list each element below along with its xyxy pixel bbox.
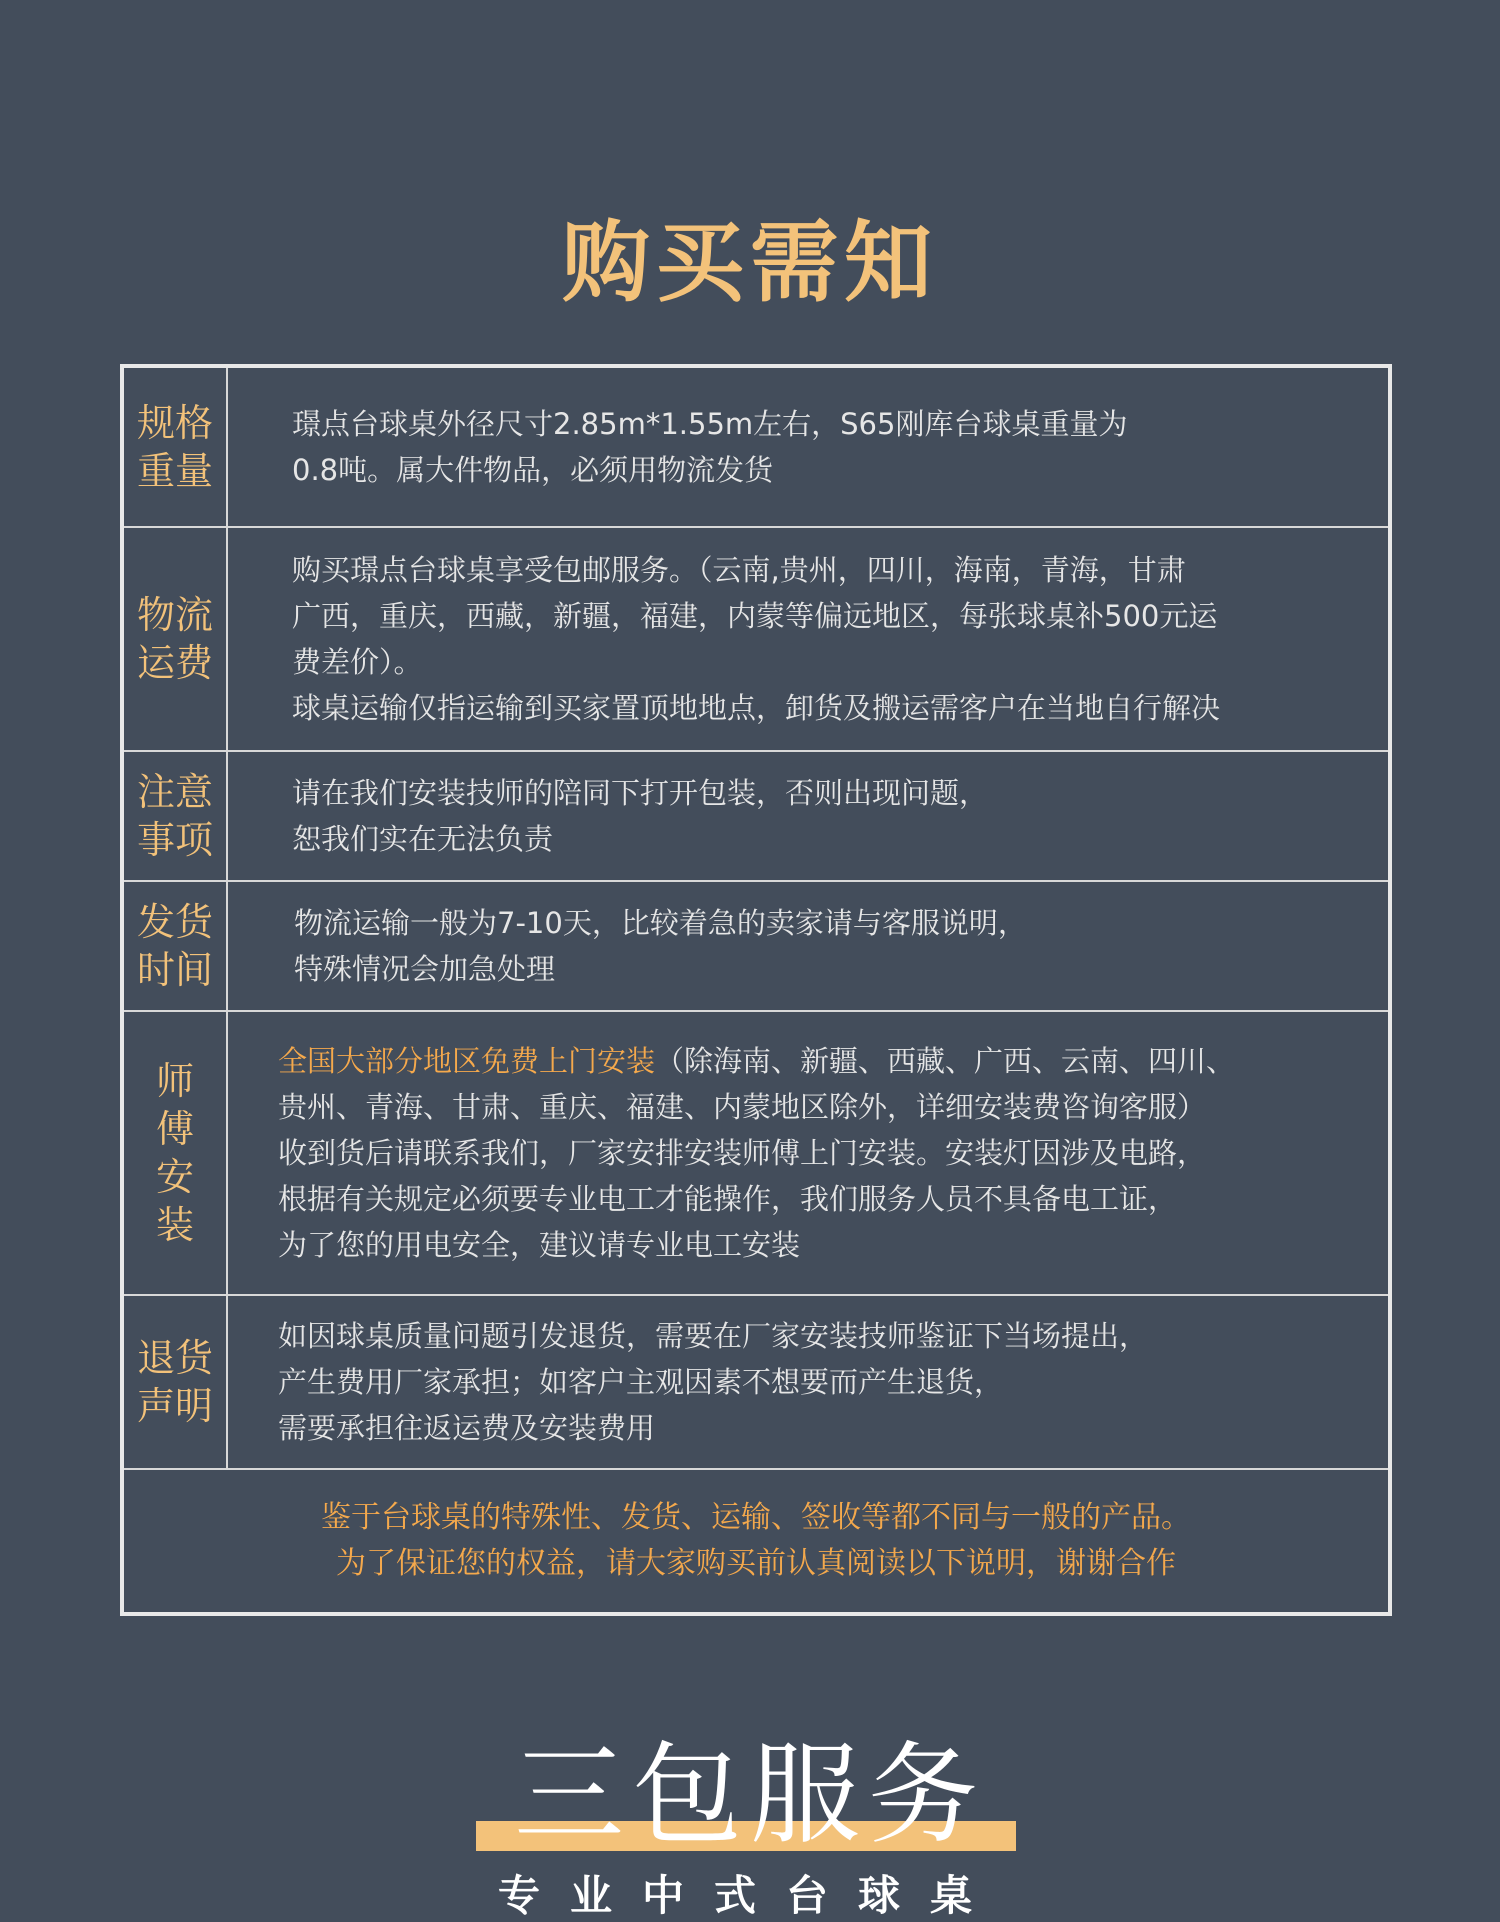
content-line: 收到货后请联系我们，厂家安排安装师傅上门安装。安装灯因涉及电路， — [278, 1136, 1207, 1170]
notice-table — [120, 364, 1392, 1616]
row-label: 退货声明 — [136, 1336, 213, 1428]
content-cell — [228, 368, 1388, 526]
content-line: 为了您的用电安全，建议请专业电工安装 — [278, 1228, 801, 1262]
content-line: 特殊情况会加急处理 — [294, 952, 556, 986]
label-cell — [124, 752, 228, 880]
content-line: 如因球桌质量问题引发退货，需要在厂家安装技师鉴证下当场提出， — [278, 1319, 1149, 1353]
label-cell — [124, 528, 228, 750]
content-line: 球桌运输仅指运输到买家置顶地地点，卸货及搬运需客户在当地自行解决 — [292, 691, 1221, 725]
section-title: 三包服务 — [514, 1731, 986, 1859]
content-cell — [228, 1296, 1388, 1468]
label-cell — [124, 1296, 228, 1468]
content-line: 物流运输一般为7-10天，比较着急的卖家请与客服说明， — [294, 906, 1027, 940]
row-delivery-time — [124, 882, 1388, 1012]
content-line: 广西，重庆，西藏，新疆，福建，内蒙等偏远地区，每张球桌补500元运 — [292, 599, 1218, 633]
content-line: 请在我们安装技师的陪同下打开包装，否则出现问题， — [292, 776, 989, 810]
content-line-text: （除海南、新疆、西藏、广西、云南、四川、 — [655, 1044, 1236, 1078]
row-label: 物流运费 — [136, 593, 213, 685]
content-cell — [228, 882, 1388, 1010]
row-label: 规格重量 — [136, 401, 213, 493]
content-line: 产生费用厂家承担；如客户主观因素不想要而产生退货， — [278, 1365, 1004, 1399]
row-installation — [124, 1012, 1388, 1296]
row-returns — [124, 1296, 1388, 1470]
section-subtitle: 专业中式台球桌 — [497, 1871, 1002, 1920]
content-line: 购买璟点台球桌享受包邮服务。（云南,贵州，四川，海南，青海，甘肃 — [292, 553, 1186, 587]
label-cell — [124, 368, 228, 526]
free-install-highlight: 全国大部分地区免费上门安装 — [278, 1044, 656, 1078]
row-label: 师傅安装 — [155, 1059, 194, 1247]
content-cell — [228, 752, 1388, 880]
row-shipping-fee — [124, 528, 1388, 752]
content-line: 恕我们实在无法负责 — [292, 822, 554, 856]
content-line: 璟点台球桌外径尺寸2.85m*1.55m左右，S65刚库台球桌重量为 — [292, 407, 1128, 441]
footer-line: 为了保证您的权益，请大家购买前认真阅读以下说明，谢谢合作 — [336, 1546, 1176, 1581]
content-line: 0.8吨。属大件物品，必须用物流发货 — [292, 453, 774, 487]
row-label: 注意事项 — [136, 770, 213, 862]
content-line: 需要承担往返运费及安装费用 — [278, 1411, 656, 1445]
footer-line: 鉴于台球桌的特殊性、发货、运输、签收等都不同与一般的产品。 — [321, 1500, 1191, 1535]
row-footer — [124, 1470, 1388, 1612]
label-cell — [124, 882, 228, 1010]
content-line: 根据有关规定必须要专业电工才能操作，我们服务人员不具备电工证， — [278, 1182, 1178, 1216]
content-line: 贵州、青海、甘肃、重庆、福建、内蒙地区除外，详细安装费咨询客服） — [278, 1090, 1207, 1124]
content-cell — [228, 1012, 1388, 1294]
row-spec-weight — [124, 368, 1388, 528]
content-cell — [228, 528, 1388, 750]
row-label: 发货时间 — [136, 900, 213, 992]
content-line: 费差价）。 — [292, 645, 423, 679]
row-notes — [124, 752, 1388, 882]
content-line — [278, 1038, 1388, 1084]
footer-note — [124, 1470, 1388, 1612]
page-title: 购买需知 — [561, 211, 938, 314]
label-cell — [124, 1012, 228, 1294]
